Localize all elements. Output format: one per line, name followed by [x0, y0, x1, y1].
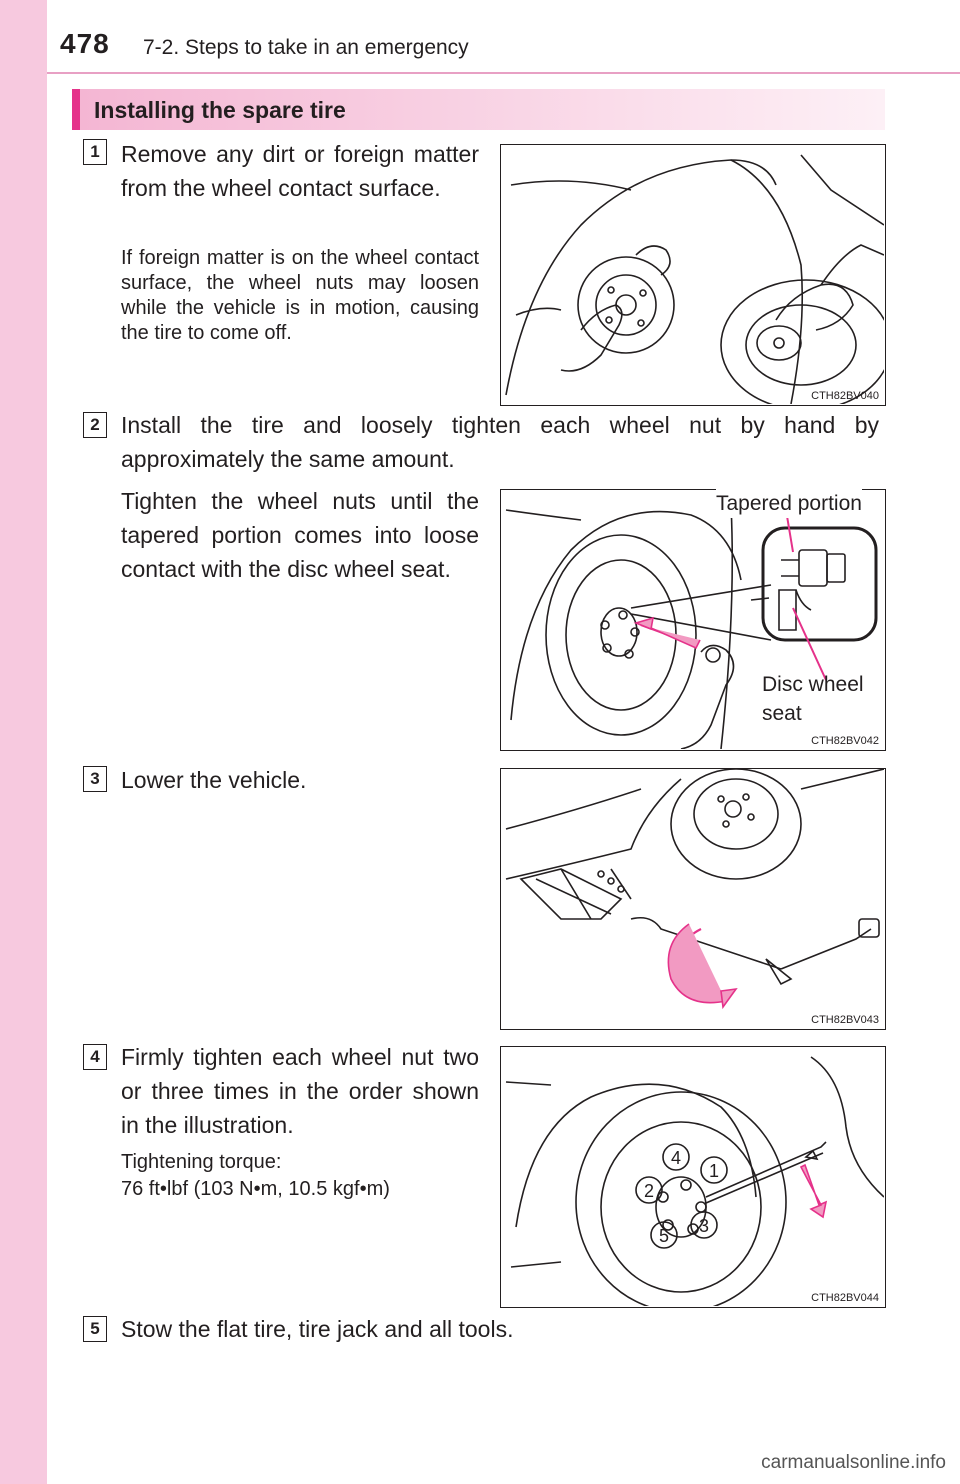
callout-tapered-portion: Tapered portion — [716, 489, 862, 518]
callout-disc-wheel-seat: Disc wheel seat — [762, 673, 864, 725]
step-number-2: 2 — [83, 412, 107, 438]
step-4-text: Firmly tighten each wheel nut two or three times in the order shown in the illustration. — [121, 1044, 479, 1138]
step-5-text: Stow the flat tire, tire jack and all tools. — [121, 1316, 514, 1342]
figure-tightening-order — [500, 1046, 886, 1308]
step-3-text: Lower the vehicle. — [121, 767, 307, 793]
step-4-torque-value: 76 ft•lbf (103 N•m, 10.5 kgf•m) — [121, 1178, 390, 1200]
step-1-text: Remove any dirt or foreign matter from the wheel contact surface. — [121, 141, 479, 201]
running-head: 7-2. Steps to take in an emergency — [143, 36, 469, 59]
order-label-4: 4 — [670, 1148, 682, 1168]
header-rule — [47, 72, 960, 74]
step-number-1: 1 — [83, 139, 107, 165]
page-number: 478 — [60, 28, 110, 59]
figure-code: CTH82BV043 — [811, 1014, 879, 1026]
step-number-4: 4 — [83, 1044, 107, 1070]
step-2-text: Install the tire and loosely tighten each wheel nut by hand by approximately the same amount. — [121, 412, 879, 472]
order-label-5: 5 — [658, 1226, 670, 1246]
figure-lower-vehicle — [500, 768, 886, 1030]
step-4-torque-label: Tightening torque: — [121, 1151, 282, 1173]
section-title: Installing the spare tire — [94, 97, 346, 123]
figure-code: CTH82BV042 — [811, 735, 879, 747]
figure-code: CTH82BV044 — [811, 1292, 879, 1304]
step-2-subtext: Tighten the wheel nuts until the tapered portion comes into loose contact with the disc wheel seat. — [121, 488, 479, 582]
section-heading-bar — [72, 89, 885, 130]
step-1-note: If foreign matter is on the wheel contact surface, the wheel nuts may loosen while the vehicle is in motion, causing the tire to come off. — [121, 247, 479, 344]
figure-code: CTH82BV040 — [811, 390, 879, 402]
step-number-3: 3 — [83, 766, 107, 792]
order-label-3: 3 — [698, 1216, 710, 1236]
page-side-tab — [0, 0, 47, 1484]
step-number-5: 5 — [83, 1316, 107, 1342]
footer-watermark: carmanualsonline.info — [761, 1452, 946, 1473]
order-label-1: 1 — [708, 1161, 720, 1181]
order-label-2: 2 — [643, 1181, 655, 1201]
figure-clean-contact-surface — [500, 144, 886, 406]
